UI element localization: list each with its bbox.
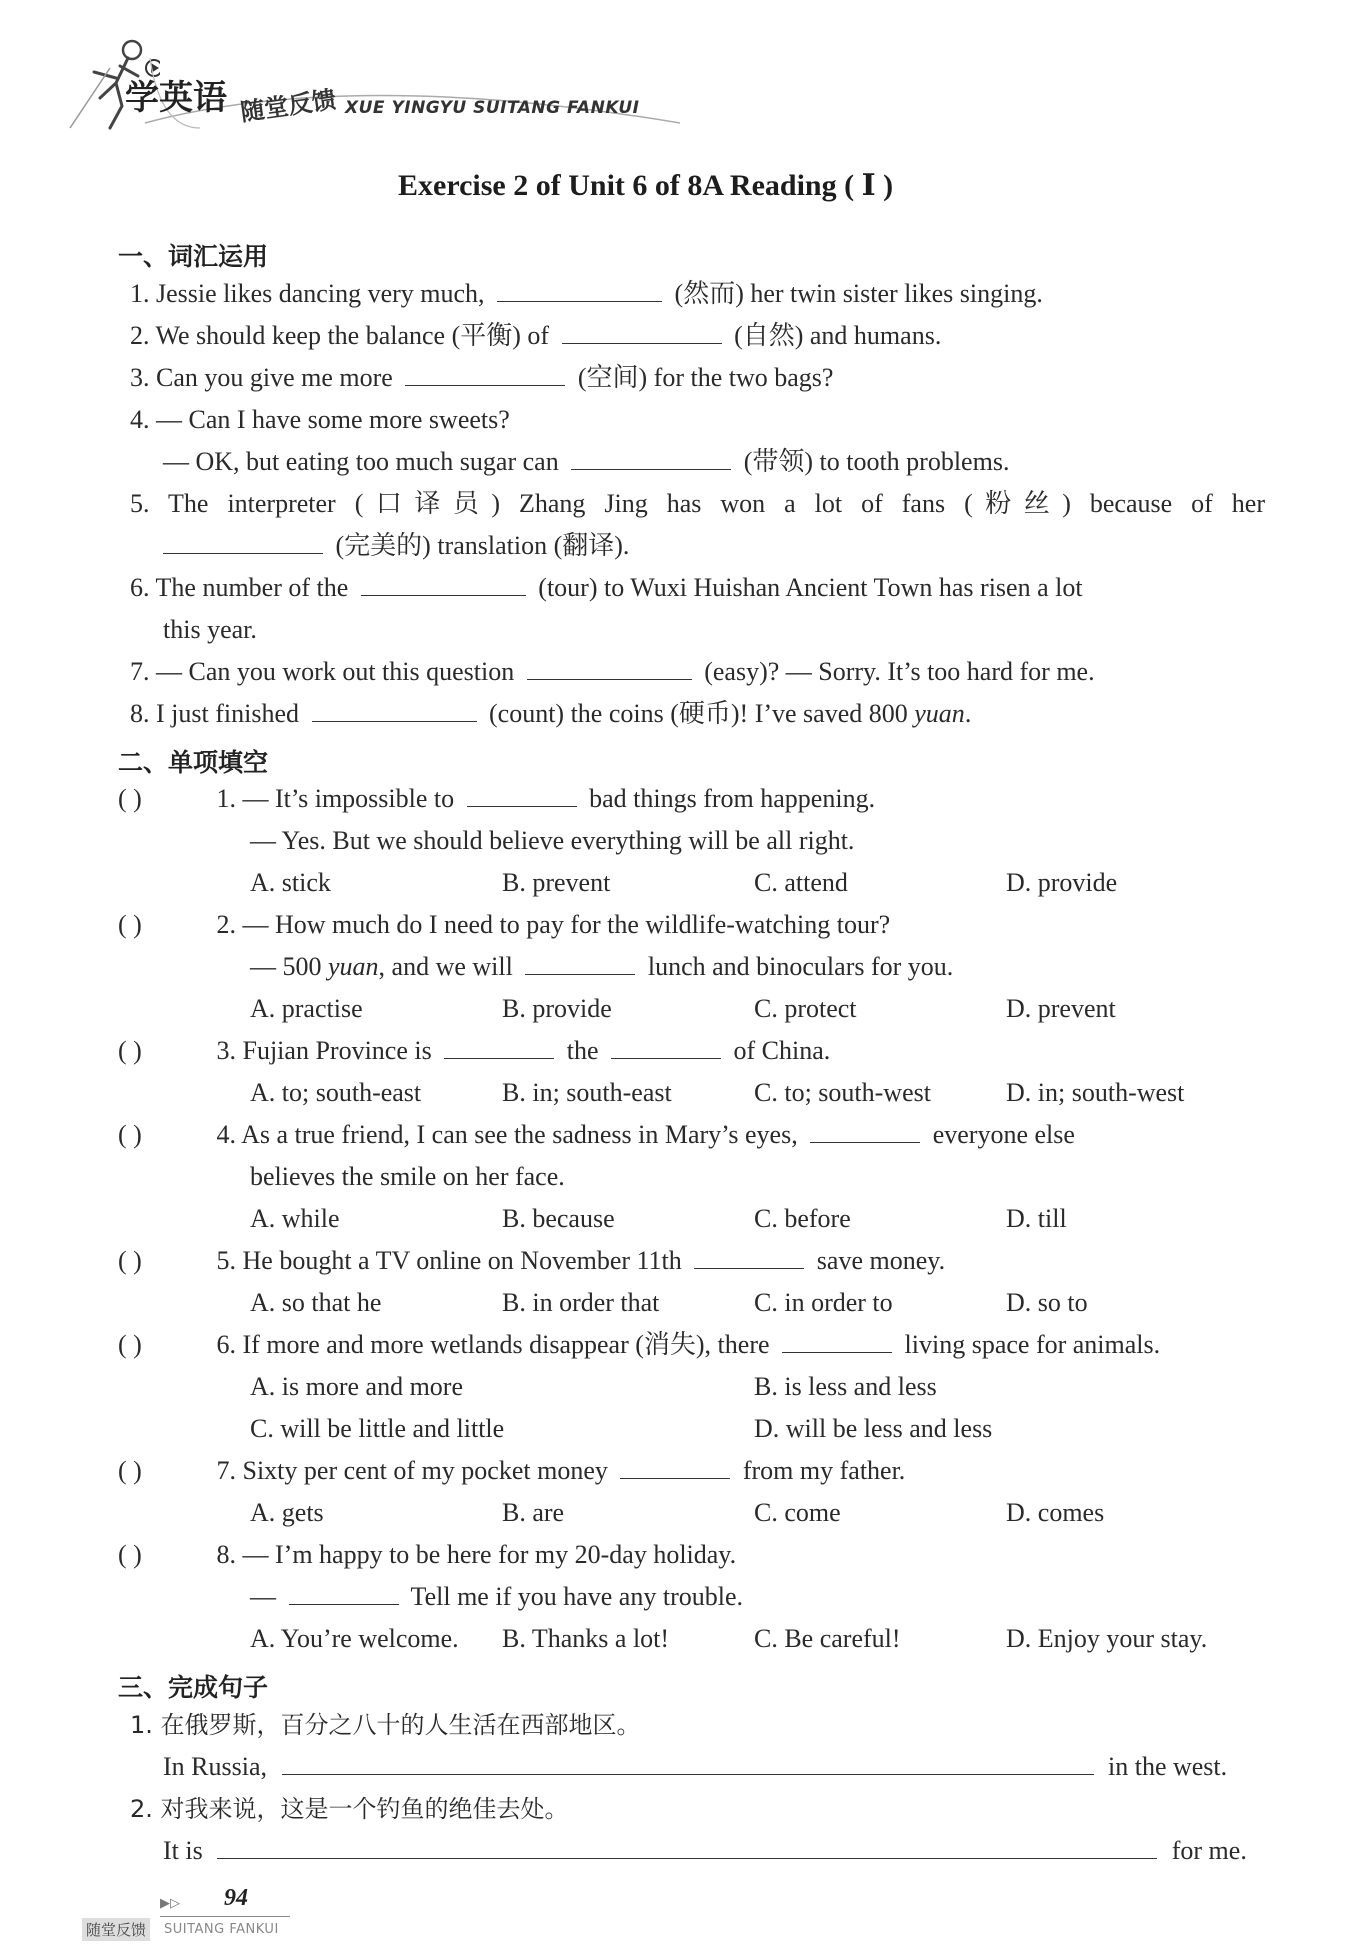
sentence-1: In Russia, in the west. <box>163 1752 1228 1781</box>
mc-question-2-line2: — 500 yuan, and we will lunch and binoculars for you. <box>250 952 954 981</box>
mc-question-8: ( ) 8. — I’m happy to be here for my 20-day holiday. <box>118 1540 737 1569</box>
answer-blank <box>444 1036 554 1059</box>
mc-question-5: ( ) 5. He bought a TV online on November 11th save money. <box>118 1246 946 1275</box>
answer-blank[interactable] <box>405 363 565 386</box>
answer-paren[interactable]: ( ) <box>118 1540 142 1569</box>
option-d[interactable]: D. so to <box>1006 1288 1088 1317</box>
mc-question-8-line2: — Tell me if you have any trouble. <box>250 1582 743 1611</box>
option-a[interactable]: A. gets <box>250 1498 324 1527</box>
header-logo-cn2: 随堂反馈 <box>238 85 338 127</box>
mc-question-7: ( ) 7. Sixty per cent of my pocket money from my father. <box>118 1456 906 1485</box>
answer-blank <box>289 1582 399 1605</box>
option-c[interactable]: C. Be careful! <box>754 1624 901 1653</box>
option-b[interactable]: B. are <box>502 1498 565 1527</box>
option-d[interactable]: D. in; south-west <box>1006 1078 1185 1107</box>
option-c[interactable]: C. to; south-west <box>754 1078 931 1107</box>
option-a[interactable]: A. is more and more <box>250 1372 464 1401</box>
section-heading-vocabulary: 一、词汇运用 <box>118 242 269 271</box>
mc-question-4: ( ) 4. As a true friend, I can see the sadness in Mary’s eyes, everyone else <box>118 1120 1075 1149</box>
answer-blank <box>810 1120 920 1143</box>
answer-blank[interactable] <box>497 279 662 302</box>
header-logo-cn: 学英语 <box>125 78 227 118</box>
option-d[interactable]: D. comes <box>1006 1498 1105 1527</box>
answer-line[interactable] <box>282 1752 1094 1775</box>
answer-blank <box>620 1456 730 1479</box>
vocab-item-8: 8. I just finished (count) the coins (硬币)! I’ve saved 800 yuan. <box>130 699 972 728</box>
vocab-item-5-cont: (完美的) translation (翻译). <box>163 531 629 561</box>
option-b[interactable]: B. is less and less <box>754 1372 937 1401</box>
answer-paren[interactable]: ( ) <box>118 784 142 813</box>
answer-blank[interactable] <box>562 321 722 344</box>
answer-paren[interactable]: ( ) <box>118 1246 142 1275</box>
option-d[interactable]: D. prevent <box>1006 994 1116 1023</box>
vocab-item-1: 1. Jessie likes dancing very much, (然而) her twin sister likes singing. <box>130 279 1043 308</box>
option-d[interactable]: D. provide <box>1006 868 1118 897</box>
vocab-item-6: 6. The number of the (tour) to Wuxi Huishan Ancient Town has risen a lot <box>130 573 1083 602</box>
option-b[interactable]: B. because <box>502 1204 615 1233</box>
footer-label-cn: 随堂反馈 <box>82 1918 150 1941</box>
vocab-item-4-q: 4. — Can I have some more sweets? <box>130 405 510 434</box>
header-logo-en: XUE YINGYU SUITANG FANKUI <box>345 98 640 118</box>
answer-blank[interactable] <box>527 657 692 680</box>
vocab-item-3: 3. Can you give me more (空间) for the two bags? <box>130 363 834 392</box>
option-a[interactable]: A. while <box>250 1204 340 1233</box>
footer-divider <box>160 1916 290 1917</box>
option-a[interactable]: A. You’re welcome. <box>250 1624 459 1653</box>
answer-paren[interactable]: ( ) <box>118 1120 142 1149</box>
answer-blank[interactable] <box>312 699 477 722</box>
option-c[interactable]: C. come <box>754 1498 841 1527</box>
option-c[interactable]: C. in order to <box>754 1288 893 1317</box>
answer-blank[interactable] <box>361 573 526 596</box>
mc-question-2: ( ) 2. — How much do I need to pay for the wildlife-watching tour? <box>118 910 891 939</box>
answer-blank <box>694 1246 804 1269</box>
option-d[interactable]: D. till <box>1006 1204 1067 1233</box>
footer-arrow-icon: ▶▷ <box>160 1895 180 1910</box>
vocab-item-5: 5. The interpreter (口译员) Zhang Jing has won a lot of fans (粉丝) because of her <box>130 489 1265 518</box>
mc-question-3: ( ) 3. Fujian Province is the of China. <box>118 1036 831 1065</box>
option-b[interactable]: B. in; south-east <box>502 1078 672 1107</box>
sentence-2: It is for me. <box>163 1836 1247 1865</box>
option-b[interactable]: B. provide <box>502 994 612 1023</box>
option-b[interactable]: B. prevent <box>502 868 611 897</box>
option-d[interactable]: D. Enjoy your stay. <box>1006 1624 1208 1653</box>
answer-paren[interactable]: ( ) <box>118 1330 142 1359</box>
answer-paren[interactable]: ( ) <box>118 910 142 939</box>
footer-label-en: SUITANG FANKUI <box>164 1922 279 1937</box>
option-b[interactable]: B. in order that <box>502 1288 660 1317</box>
option-c[interactable]: C. attend <box>754 868 848 897</box>
answer-blank[interactable] <box>163 531 323 554</box>
header-logo <box>50 28 690 138</box>
vocab-item-6-cont: this year. <box>163 615 257 644</box>
page-title: Exercise 2 of Unit 6 of 8A Reading ( Ⅰ ) <box>398 169 894 202</box>
option-c[interactable]: C. will be little and little <box>250 1414 505 1443</box>
answer-blank <box>525 952 635 975</box>
option-a[interactable]: A. so that he <box>250 1288 382 1317</box>
vocab-item-4-a: — OK, but eating too much sugar can (带领) to tooth problems. <box>163 447 1010 476</box>
mc-question-4-line2: believes the smile on her face. <box>250 1162 565 1191</box>
option-a[interactable]: A. to; south-east <box>250 1078 422 1107</box>
answer-line[interactable] <box>217 1836 1157 1859</box>
mc-question-1-line2: — Yes. But we should believe everything will be all right. <box>250 826 855 855</box>
option-d[interactable]: D. will be less and less <box>754 1414 993 1443</box>
option-c[interactable]: C. protect <box>754 994 857 1023</box>
answer-blank <box>782 1330 892 1353</box>
option-b[interactable]: B. Thanks a lot! <box>502 1624 670 1653</box>
answer-paren[interactable]: ( ) <box>118 1036 142 1065</box>
page-number: 94 <box>224 1885 248 1911</box>
section-heading-multiple-choice: 二、单项填空 <box>118 748 269 777</box>
option-a[interactable]: A. practise <box>250 994 363 1023</box>
option-a[interactable]: A. stick <box>250 868 331 897</box>
answer-blank[interactable] <box>571 447 731 470</box>
option-c[interactable]: C. before <box>754 1204 851 1233</box>
sentence-1-chinese: 1. 在俄罗斯，百分之八十的人生活在西部地区。 <box>130 1711 641 1739</box>
answer-blank <box>611 1036 721 1059</box>
section-heading-complete-sentences: 三、完成句子 <box>118 1673 269 1702</box>
answer-paren[interactable]: ( ) <box>118 1456 142 1485</box>
mc-question-1: ( ) 1. — It’s impossible to bad things from happening. <box>118 784 876 813</box>
answer-blank <box>467 784 577 807</box>
mc-question-6: ( ) 6. If more and more wetlands disappear (消失), there living space for animals. <box>118 1330 1161 1359</box>
sentence-2-chinese: 2. 对我来说，这是一个钓鱼的绝佳去处。 <box>130 1795 569 1823</box>
vocab-item-7: 7. — Can you work out this question (easy)? — Sorry. It’s too hard for me. <box>130 657 1095 686</box>
vocab-item-2: 2. We should keep the balance (平衡) of (自然) and humans. <box>130 321 942 350</box>
